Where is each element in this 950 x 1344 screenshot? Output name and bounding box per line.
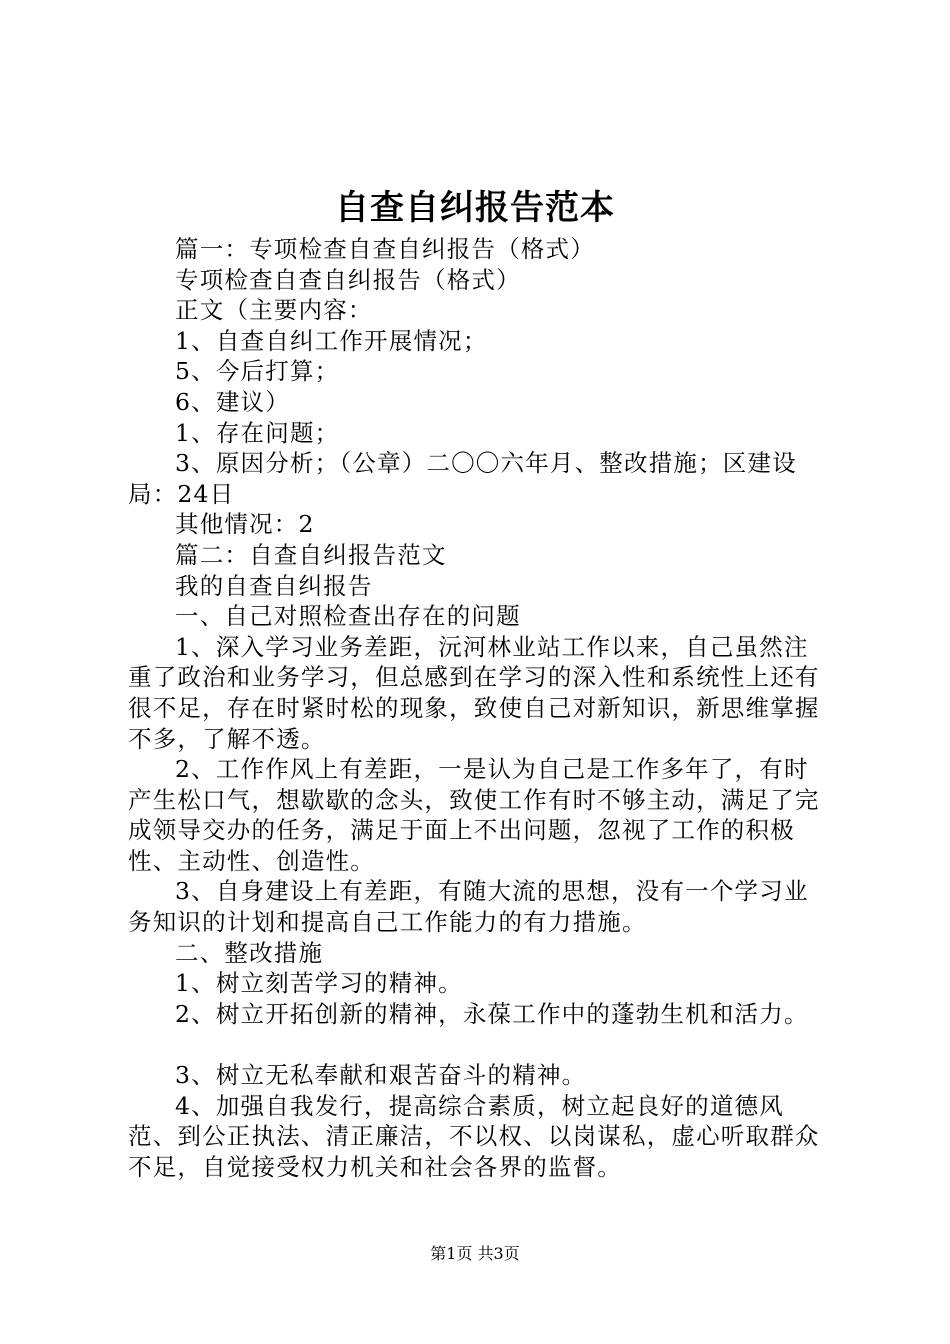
paragraph: 3、原因分析；（公章）二〇〇六年月、整改措施；区建设局：24日 bbox=[128, 449, 797, 508]
paragraph: 1、深入学习业务差距，沅河林业站工作以来，自己虽然注重了政治和业务学习，但总感到在学习的深入性和系统性上还有很不足，存在时紧时松的现象，致使自己对新知识，新思维掌握不多，了解不透。 bbox=[128, 632, 820, 753]
paragraph: 5、今后打算； bbox=[175, 357, 340, 386]
section-heading: 二、整改措施 bbox=[175, 938, 324, 967]
paragraph: 1、树立刻苦学习的精神。 bbox=[175, 969, 463, 998]
paragraph: 篇一：专项检查自查自纠报告（格式） bbox=[175, 235, 595, 263]
paragraph: 其他情况：2 bbox=[175, 510, 315, 539]
blank-line bbox=[128, 1029, 833, 1060]
section-heading: 一、自己对照检查出存在的问题 bbox=[175, 602, 521, 631]
document-body bbox=[128, 234, 833, 1182]
paragraph: 专项检查自查自纠报告（格式） bbox=[175, 265, 521, 294]
paragraph: 篇二：自查自纠报告范文 bbox=[175, 540, 447, 569]
paragraph: 1、存在问题； bbox=[175, 418, 340, 447]
paragraph: 正文（主要内容： bbox=[175, 296, 373, 325]
paragraph: 我的自查自纠报告 bbox=[175, 571, 373, 600]
paragraph: 4、加强自我发行，提高综合素质，树立起良好的道德风范、到公正执法、清正廉洁，不以权、以岗谋私，虚心听取群众不足，自觉接受权力机关和社会各界的监督。 bbox=[128, 1091, 820, 1181]
paragraph: 3、树立无私奉献和艰苦奋斗的精神。 bbox=[175, 1061, 587, 1090]
paragraph: 3、自身建设上有差距，有随大流的思想，没有一个学习业务知识的计划和提高自己工作能力的有力措施。 bbox=[128, 877, 809, 937]
paragraph: 2、工作作风上有差距，一是认为自己是工作多年了，有时产生松口气，想歇歇的念头，致使工作有时不够主动，满足了完成领导交办的任务，满足于面上不出问题，忽视了工作的积极性、主动性、创造性。 bbox=[128, 755, 820, 875]
paragraph: 1、自查自纠工作开展情况； bbox=[175, 326, 488, 355]
page-footer: 第1页 共3页 bbox=[430, 1244, 520, 1263]
paragraph: 6、建议） bbox=[175, 387, 290, 416]
document-title: 自查自纠报告范本 bbox=[335, 188, 615, 228]
paragraph: 2、树立开拓创新的精神，永葆工作中的蓬勃生机和活力。 bbox=[175, 999, 809, 1028]
